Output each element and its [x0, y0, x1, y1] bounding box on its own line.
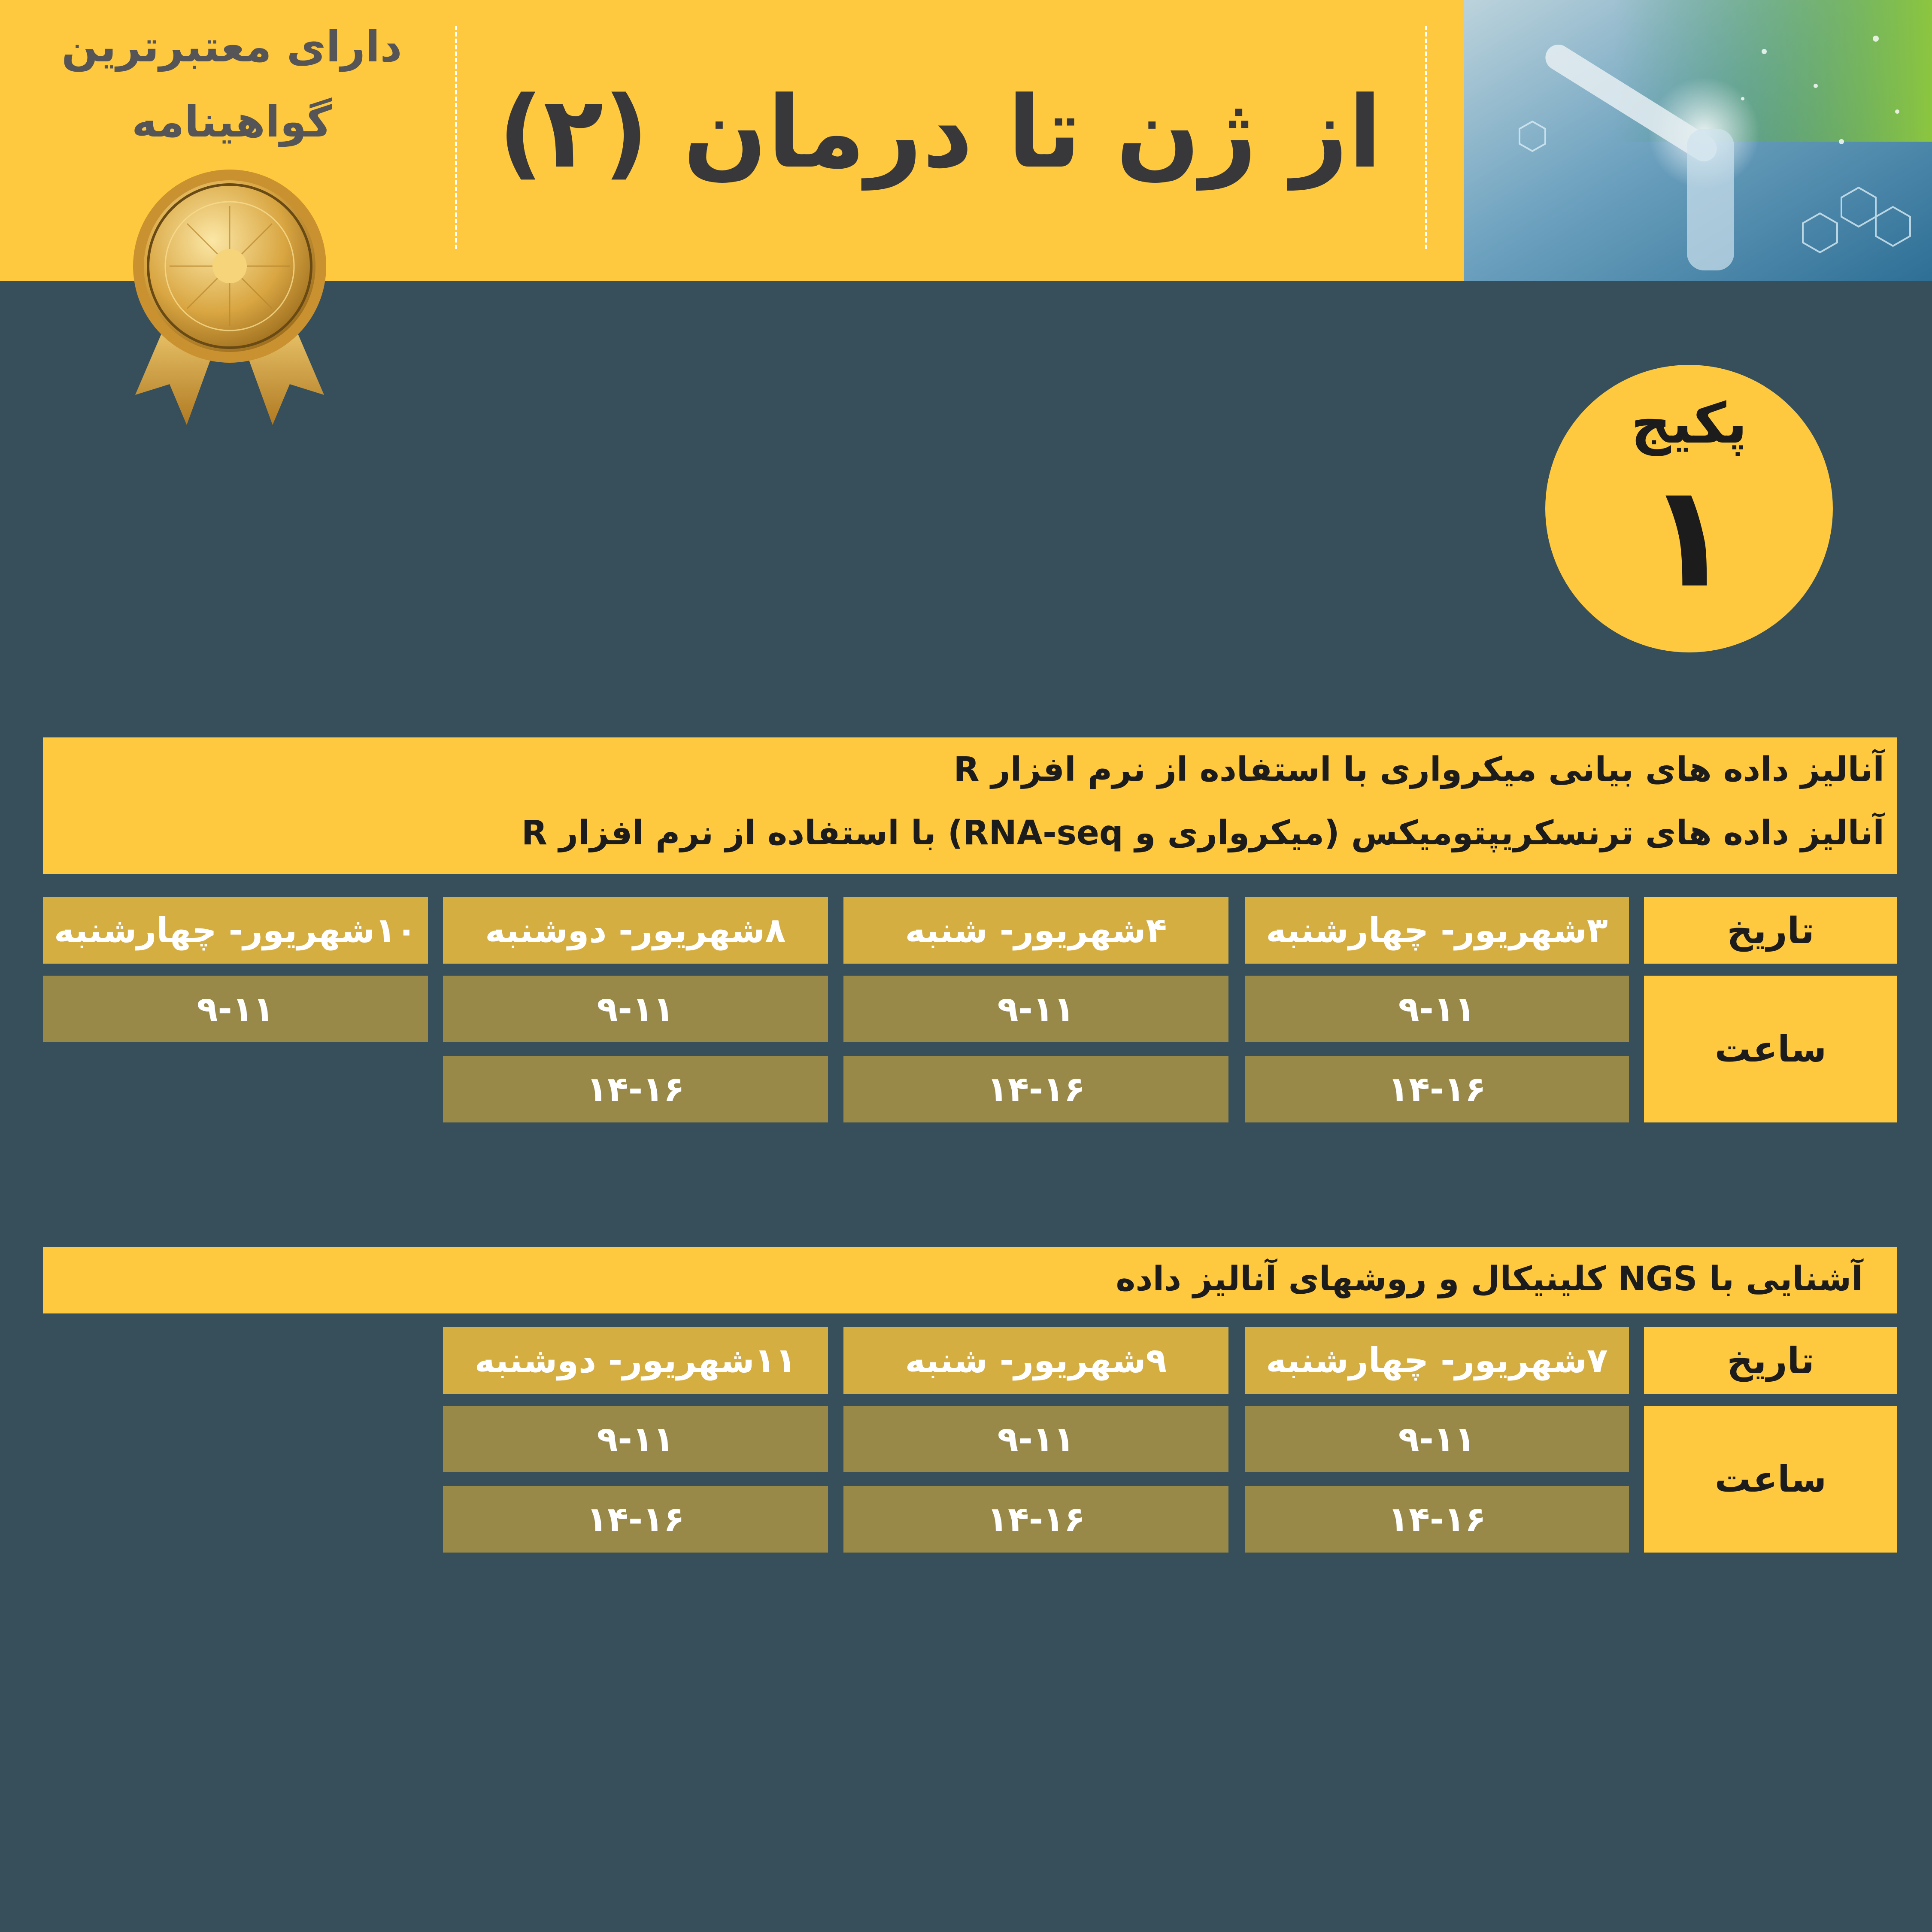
package-badge — [1545, 365, 1833, 652]
header-divider-right — [1425, 26, 1427, 249]
section2-slot1-1: ۹-۱۱ — [1245, 1406, 1629, 1472]
section1-date-3: ۸شهریور- دوشنبه — [443, 897, 828, 964]
section2-course-title: آشنایی با NGS کلینیکال و روشهای آنالیز داده — [1116, 1260, 1863, 1298]
section2-date-2: ۹شهریور- شنبه — [843, 1327, 1228, 1394]
section1-time-label: ساعت — [1644, 976, 1897, 1122]
section1-slot1-1: ۹-۱۱ — [1245, 976, 1629, 1042]
section1-date-1: ۳شهریور- چهارشنبه — [1245, 897, 1629, 964]
section1-slot2-3: ۱۴-۱۶ — [443, 1056, 828, 1122]
certificate-text-line1: دارای معتبرترین — [61, 21, 402, 72]
section1-slot2-1: ۱۴-۱۶ — [1245, 1056, 1629, 1122]
section2-slot1-3: ۹-۱۱ — [443, 1406, 828, 1472]
section2-slot2-1: ۱۴-۱۶ — [1245, 1486, 1629, 1553]
section2-time-label: ساعت — [1644, 1406, 1897, 1553]
section2-date-3: ۱۱شهریور- دوشنبه — [443, 1327, 828, 1394]
package-number: ۱ — [1646, 454, 1732, 619]
section1-course-title-2: آنالیز داده های ترنسکریپتومیکس (میکرواری و RNA-seq) با استفاده از نرم افزار R — [521, 814, 1884, 852]
certificate-text-line2: گواهینامه — [131, 97, 332, 147]
section1-course-title-1: آنالیز داده های بیانی میکرواری با استفاده از نرم افزار R — [953, 750, 1884, 789]
section1-slot1-3: ۹-۱۱ — [443, 976, 828, 1042]
section2-slot1-2: ۹-۱۱ — [843, 1406, 1228, 1472]
section2-date-1: ۷شهریور- چهارشنبه — [1245, 1327, 1629, 1394]
section1-date-label: تاریخ — [1644, 897, 1897, 964]
section2-slot2-2: ۱۴-۱۶ — [843, 1486, 1228, 1553]
section1-slot1-2: ۹-۱۱ — [843, 976, 1228, 1042]
section1-slot1-4: ۹-۱۱ — [43, 976, 428, 1042]
science-photo — [1464, 0, 1932, 281]
section1-date-4: ۱۰شهریور- چهارشنبه — [43, 897, 428, 964]
section1-date-2: ۴شهریور- شنبه — [843, 897, 1228, 964]
section2-slot2-3: ۱۴-۱۶ — [443, 1486, 828, 1553]
section2-banner — [43, 1247, 1897, 1313]
section1-banner — [43, 737, 1897, 874]
package-label: پکیج — [1631, 391, 1747, 456]
header-divider-left — [455, 26, 457, 249]
section1-slot2-2: ۱۴-۱۶ — [843, 1056, 1228, 1122]
page-title: از ژن تا درمان (۲) — [498, 76, 1382, 190]
section2-date-label: تاریخ — [1644, 1327, 1897, 1394]
medal-icon — [109, 163, 350, 429]
